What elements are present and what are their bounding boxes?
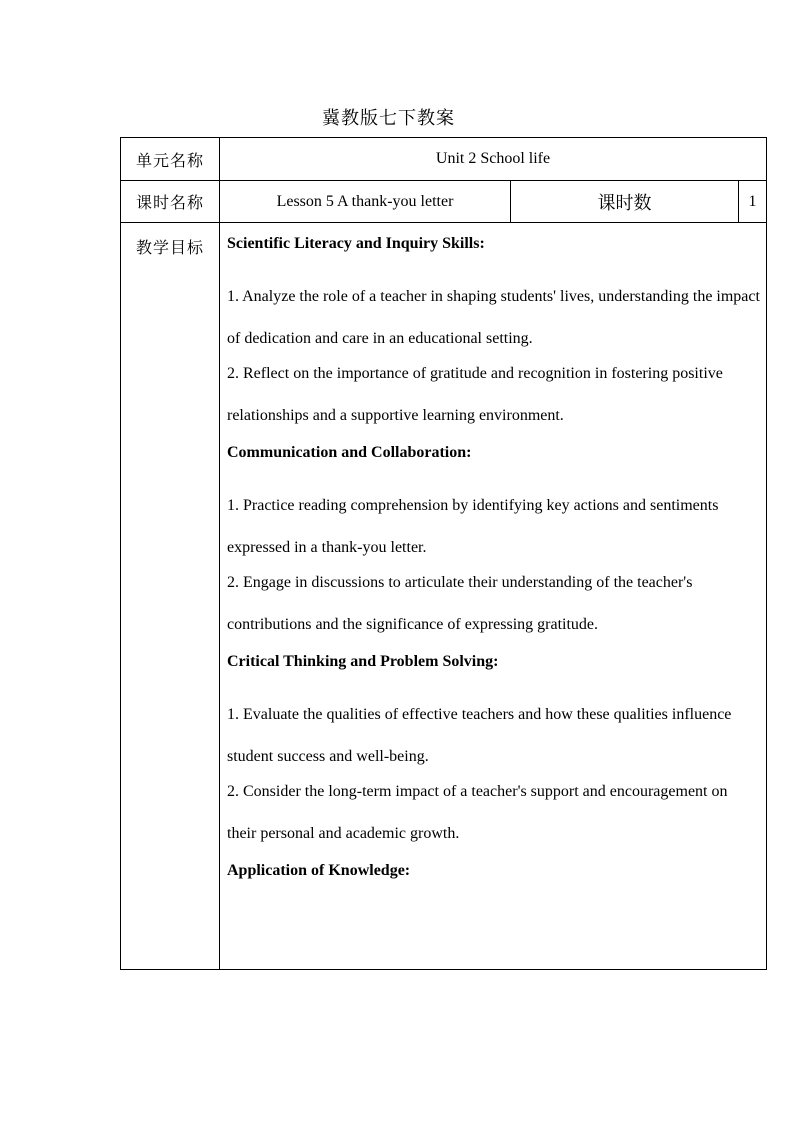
- objectives-cell: [220, 223, 767, 970]
- objective-section-heading: Scientific Literacy and Inquiry Skills:: [227, 235, 485, 252]
- objective-section-heading: Application of Knowledge:: [227, 862, 411, 879]
- objective-item: 1. Analyze the role of a teacher in shaping students' lives, understanding the impact of dedication and care in an educational setting.: [227, 288, 760, 347]
- objectives-list: [227, 231, 760, 884]
- objective-item: 2. Reflect on the importance of gratitude and recognition in fostering positive relationships and a supportive learning environment.: [227, 365, 723, 424]
- objective-item: 2. Engage in discussions to articulate their understanding of the teacher's contributions and the significance of expressing gratitude.: [227, 574, 693, 633]
- lesson-plan-table: [120, 137, 767, 970]
- objective-item: 1. Evaluate the qualities of effective teachers and how these qualities influence student success and well-being.: [227, 706, 732, 765]
- hours-label: 课时数: [511, 181, 739, 223]
- objectives-row: [121, 223, 767, 970]
- unit-row: [121, 138, 767, 181]
- hours-value: 1: [739, 181, 767, 223]
- objective-item: 1. Practice reading comprehension by identifying key actions and sentiments expressed in a thank-you letter.: [227, 497, 719, 556]
- lesson-row: [121, 181, 767, 223]
- lesson-label: 课时名称: [121, 181, 220, 223]
- unit-value: Unit 2 School life: [220, 138, 767, 181]
- unit-label: 单元名称: [121, 138, 220, 181]
- objective-item: 2. Consider the long-term impact of a teacher's support and encouragement on their personal and academic growth.: [227, 783, 728, 842]
- objectives-label: 教学目标: [121, 223, 220, 970]
- document-title: 冀教版七下教案: [322, 108, 455, 129]
- objective-section-heading: Communication and Collaboration:: [227, 444, 472, 461]
- objective-section-heading: Critical Thinking and Problem Solving:: [227, 653, 499, 670]
- lesson-value: Lesson 5 A thank-you letter: [220, 181, 511, 223]
